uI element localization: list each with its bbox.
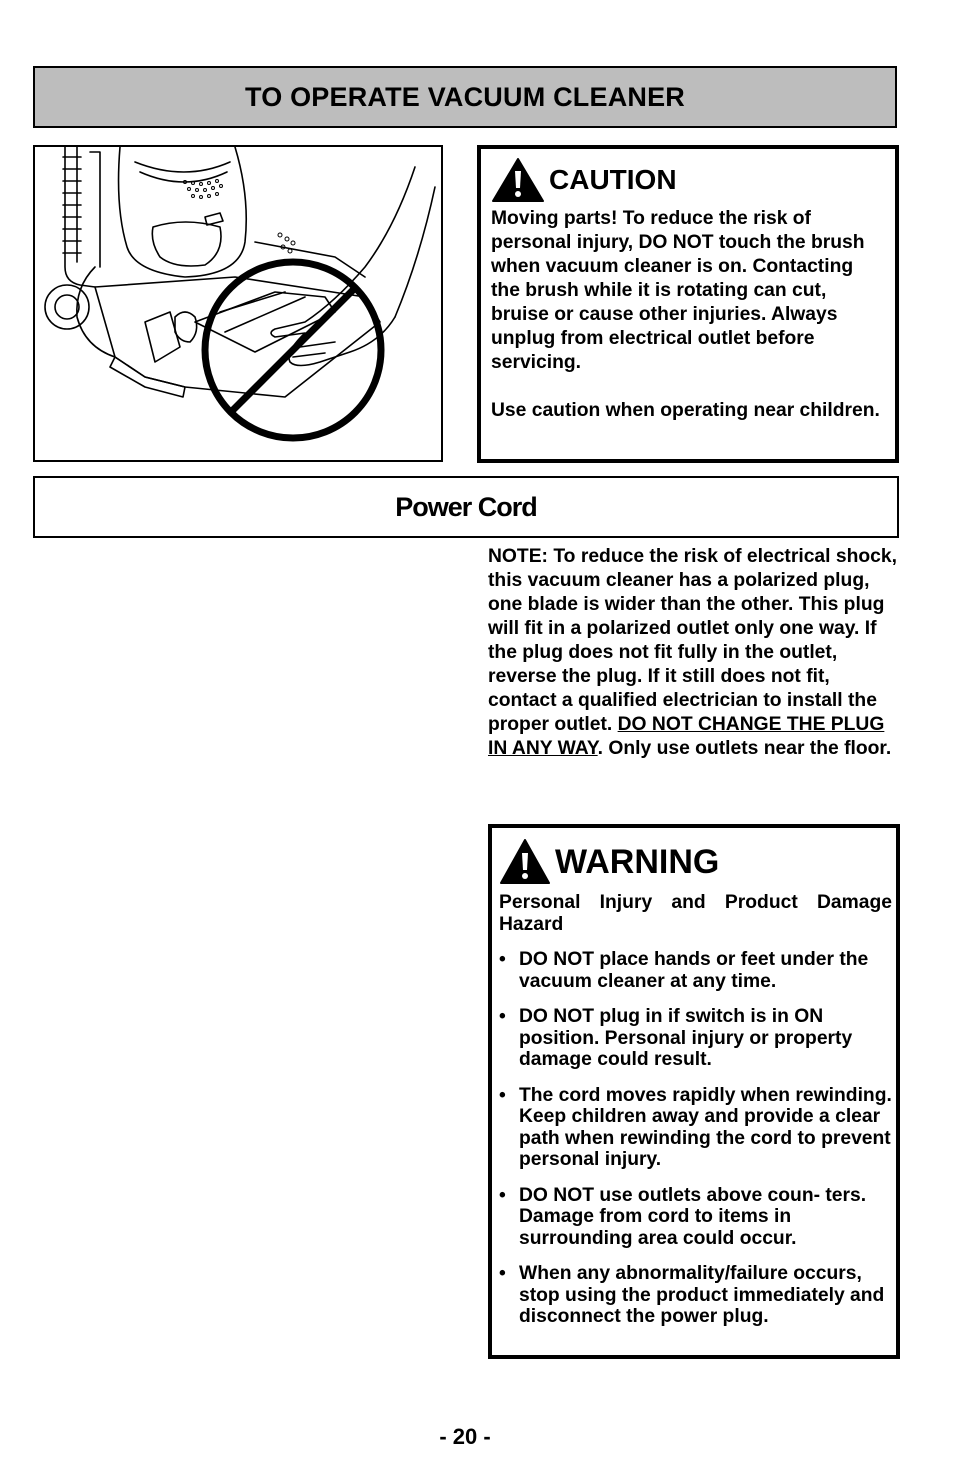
- note-underlined-text: DO NOT CHANGE THE PLUG IN ANY WAY: [488, 714, 885, 759]
- warning-triangle-icon: [491, 157, 545, 203]
- warning-subtitle: Personal Injury and Product Damage Hazard: [499, 892, 892, 935]
- section-title: Power Cord: [33, 476, 899, 538]
- caution-box: [477, 145, 899, 463]
- warning-list: [499, 949, 892, 1328]
- bullet: •: [499, 1084, 506, 1106]
- list-item: [499, 1006, 892, 1071]
- bullet: •: [499, 1006, 506, 1027]
- list-item-text: DO NOT place hands or feet under the vacuum cleaner at any time.: [519, 949, 869, 992]
- list-item: [499, 1185, 892, 1250]
- list-item: [499, 949, 892, 992]
- caution-text: [491, 207, 885, 423]
- bullet: •: [499, 1263, 506, 1284]
- note-text-before: NOTE: To reduce the risk of electrical shock, this vacuum cleaner has a polarized plug, one blade is wider than the other. This plug will fit in a polarized outlet only one way. If the plug does not fit fully in the outlet, reverse the plug. If it still does not fit, contact a qualified electrician to install the proper outlet.: [488, 546, 897, 735]
- warning-title: WARNING: [555, 842, 720, 881]
- list-item-text: DO NOT plug in if switch is in ON position. Personal injury or property damage could result.: [519, 1006, 853, 1070]
- polarized-plug-note: [488, 545, 898, 761]
- list-item: [499, 1085, 892, 1171]
- list-item-text: DO NOT use outlets above coun- ters. Damage from cord to items in surrounding area could occur.: [519, 1184, 867, 1249]
- list-item-text: When any abnormality/failure occurs, stop using the product immediately and disconnect the power plug.: [519, 1263, 885, 1327]
- warning-triangle-icon: [499, 838, 551, 886]
- list-item-text: The cord moves rapidly when rewinding. Keep children away and provide a clear path when rewinding the cord to prevent personal injury.: [519, 1084, 892, 1170]
- page-title: TO OPERATE VACUUM CLEANER: [33, 66, 897, 128]
- note-text-after: . Only use outlets near the floor.: [597, 738, 892, 759]
- caution-title: CAUTION: [549, 164, 677, 195]
- warning-box: [488, 824, 900, 1359]
- vacuum-brush-illustration: [33, 145, 443, 462]
- warning-header: [499, 834, 892, 890]
- no-hands-under-brush-icon: [35, 147, 441, 460]
- bullet: •: [499, 949, 506, 970]
- caution-header: [491, 157, 885, 203]
- caution-paragraph-1: Moving parts! To reduce the risk of personal injury, DO NOT touch the brush when vacuum cleaner is on. Contacting the brush while it is rotating can cut, bruise or cause other injuries. Always unplug from electrical outlet before servicing.: [491, 208, 865, 373]
- page-number: - 20 -: [439, 1424, 491, 1449]
- list-item: [499, 1263, 892, 1328]
- caution-paragraph-2: Use caution when operating near children.: [491, 400, 880, 421]
- bullet: •: [499, 1184, 506, 1206]
